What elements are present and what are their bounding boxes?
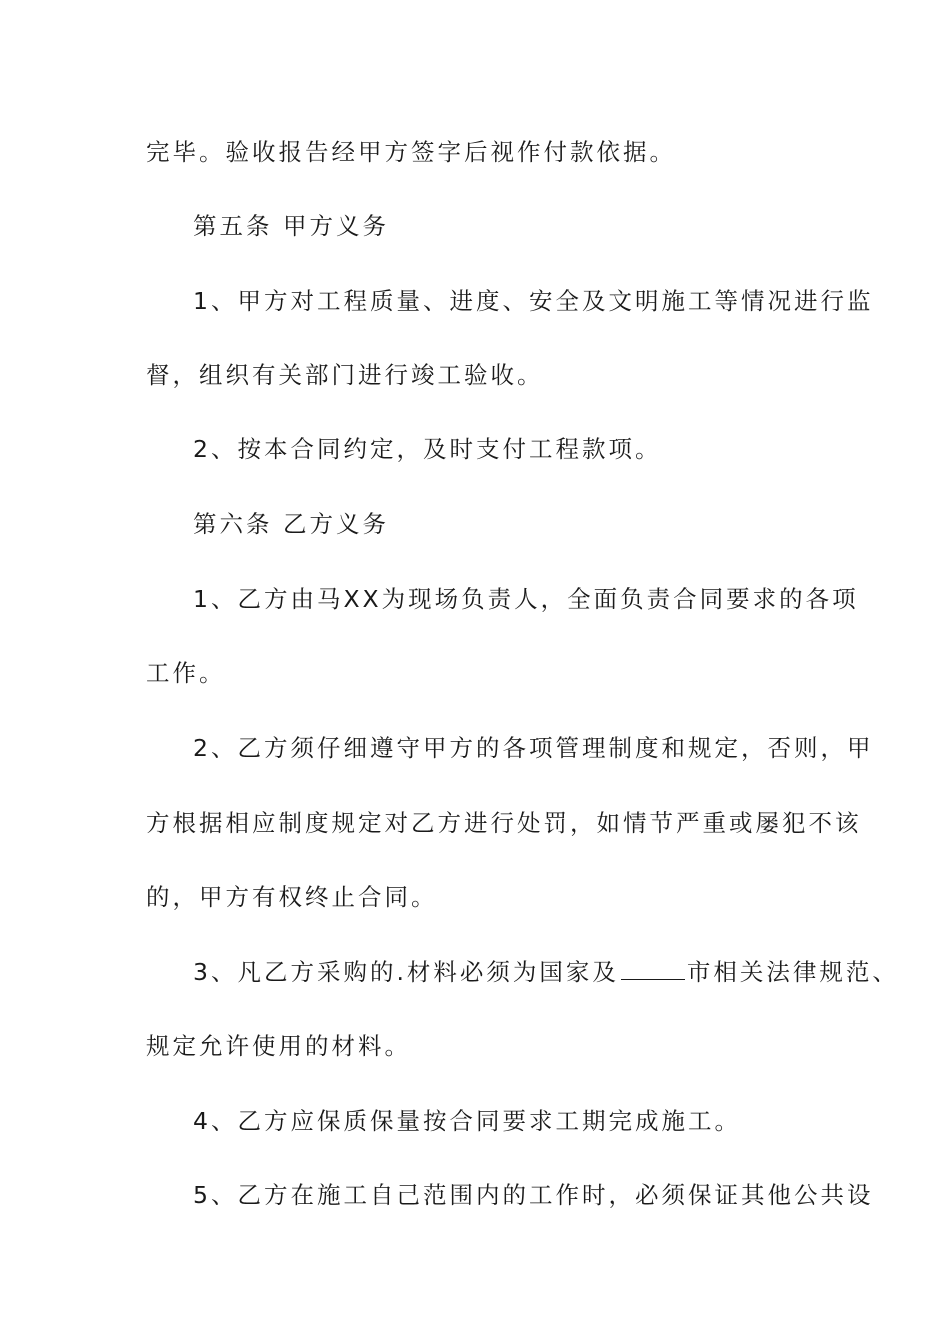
paragraph-line: 督，组织有关部门进行竣工验收。 (146, 361, 544, 389)
paragraph-line: 规定允许使用的材料。 (146, 1032, 411, 1060)
paragraph-line: 2、按本合同约定，及时支付工程款项。 (193, 435, 662, 463)
paragraph-line: 1、乙方由马XX为现场负责人，全面负责合同要求的各项 (193, 585, 859, 613)
paragraph-line: 2、乙方须仔细遵守甲方的各项管理制度和规定，否则，甲 (193, 734, 874, 762)
paragraph-line: 4、乙方应保质保量按合同要求工期完成施工。 (193, 1107, 741, 1135)
paragraph-line: 完毕。验收报告经甲方签字后视作付款依据。 (146, 138, 676, 166)
line-text-after-blank: 市相关法律规范、 (686, 958, 899, 986)
paragraph-line: 5、乙方在施工自己范围内的工作时，必须保证其他公共设 (193, 1181, 874, 1209)
line-text-before-blank: 3、凡乙方采购的.材料必须为国家及 (193, 958, 619, 986)
paragraph-line: 1、甲方对工程质量、进度、安全及文明施工等情况进行监 (193, 287, 874, 315)
fill-in-blank (621, 961, 685, 980)
section-heading-article-6: 第六条 乙方义务 (193, 510, 389, 538)
section-heading-article-5: 第五条 甲方义务 (193, 212, 389, 240)
paragraph-line: 工作。 (146, 659, 226, 687)
paragraph-line: 方根据相应制度规定对乙方进行处罚，如情节严重或屡犯不该 (146, 809, 862, 837)
paragraph-line-with-blank (193, 957, 899, 987)
paragraph-line: 的，甲方有权终止合同。 (146, 883, 438, 911)
